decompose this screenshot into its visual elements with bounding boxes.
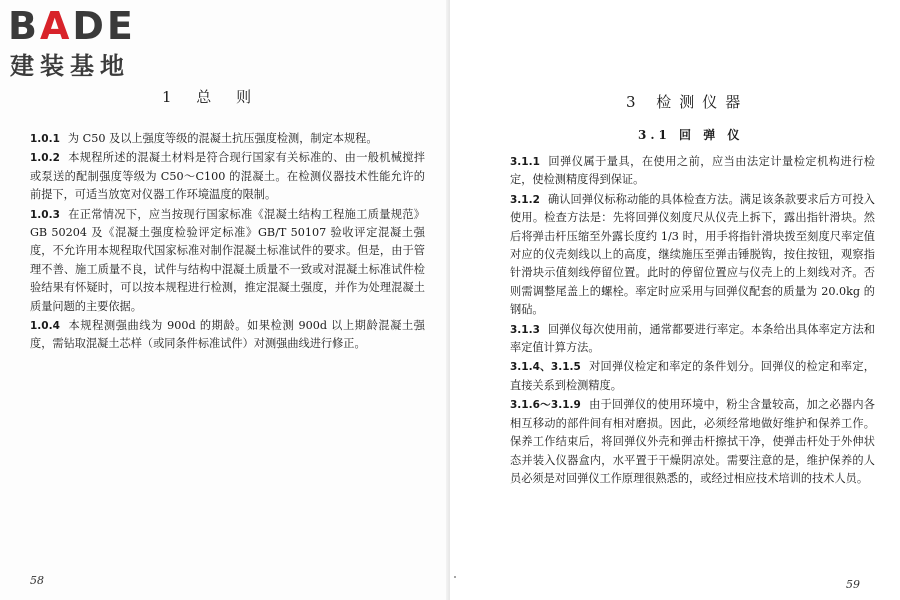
clause-number: 3.1.6～3.1.9 bbox=[510, 399, 581, 412]
clause-number: 1.0.1 bbox=[30, 133, 60, 145]
clause-number: 3.1.3 bbox=[510, 323, 540, 336]
clause-paragraph bbox=[30, 149, 425, 204]
right-body-text bbox=[510, 153, 875, 489]
clause-text: 确认回弹仪标称动能的具体检查方法。满足该条款要求后方可投入使用。检查方法是：先将回弹仪刻度尺从仪壳上拆下，露出指针滑块。然后将弹击杆压缩至外露长度约 1/3 时，用手将指针滑块拨至刻度尺率定值对应的仪壳刻线以上的高度，继续施压至弹击锤脱钩，按住按钮，观察指针滑块示值刻线停留位置。此时的停留位置应与仪壳上的上刻线对齐。否则需调整尾盖上的螺栓。率定时应采用与回弹仪配套的质量为 20.0kg 的钢砧。 bbox=[510, 192, 875, 317]
logo-wordmark: BADE bbox=[8, 4, 136, 48]
clause-number: 1.0.2 bbox=[30, 152, 60, 165]
clause-text: 对回弹仪检定和率定的条件划分。回弹仪的检定和率定，直接关系到检测精度。 bbox=[510, 360, 875, 392]
clause-text: 为 C50 及以上强度等级的混凝土抗压强度检测，制定本规程。 bbox=[67, 132, 378, 145]
clause-paragraph bbox=[510, 153, 875, 190]
clause-text: 本规程测强曲线为 900d 的期龄。如果检测 900d 以上期龄混凝土强度，需钻取混凝土芯样（或同条件标准试件）对测强曲线进行修正。 bbox=[30, 319, 425, 351]
clause-text: 回弹仪每次使用前，通常都要进行率定。本条给出具体率定方法和率定值计算方法。 bbox=[510, 322, 875, 355]
chapter-title-general: 1 总 则 bbox=[162, 88, 262, 106]
section-title-rebound-hammer: 3.1 回 弹 仪 bbox=[638, 128, 744, 142]
clause-paragraph bbox=[30, 206, 425, 316]
clause-paragraph bbox=[30, 317, 425, 354]
clause-paragraph bbox=[510, 321, 875, 358]
clause-number: 3.1.1 bbox=[510, 156, 540, 168]
logo-subtitle: 建装基地 bbox=[10, 52, 130, 80]
page-number-right: 59 bbox=[846, 578, 860, 591]
clause-text: 回弹仪属于量具，在使用之前，应当由法定计量检定机构进行检定，使检测精度得到保证。 bbox=[510, 155, 875, 187]
clause-text: 在正常情况下，应当按现行国家标准《混凝土结构工程施工质量规范》GB 50204 及《混凝土强度检验评定标准》GB/T 50107 验收评定混凝土强度，不允许用本规程取代国家标准对制作混凝土标准试件的要求。但是，由于管理不善、施工质量不良，试件与结构中混凝土质量不一致或对混凝土标准试件检验结果有怀疑时，可以按本规程进行检测，推定混凝土强度，并作为处理混凝土质量问题的主要依据。 bbox=[30, 207, 425, 313]
scan-speck bbox=[454, 576, 456, 578]
clause-text: 由于回弹仪的使用环境中，粉尘含量较高，加之必器内各相互移动的部件间有相对磨损。因此，必须经常地做好维护和保养工作。保养工作结束后，将回弹仪外壳和弹击杆擦拭干净，使弹击杆处于外伸状态并装入仪器盒内，水平置于干燥阴凉处。需要注意的是，维护保养的人员必须是对回弹仪工作原理很熟悉的，或经过相应技术培训的技术人员。 bbox=[510, 398, 875, 485]
clause-number: 3.1.2 bbox=[510, 193, 540, 206]
bade-logo bbox=[8, 4, 178, 84]
clause-number: 1.0.4 bbox=[30, 320, 60, 333]
chapter-title-instruments: 3 检测仪器 bbox=[626, 93, 749, 111]
clause-paragraph bbox=[510, 396, 875, 488]
clause-number: 3.1.4、3.1.5 bbox=[510, 361, 581, 374]
clause-paragraph bbox=[510, 358, 875, 395]
clause-paragraph bbox=[30, 130, 425, 148]
clause-text: 本规程所述的混凝土材料是符合现行国家有关标准的、由一般机械搅拌或泵送的配制强度等级为 C50～C100 的混凝土。在检测仪器技术性能允许的前提下，可适当放宽对仪器工作环境温度的限制。 bbox=[30, 151, 425, 202]
clause-number: 1.0.3 bbox=[30, 208, 60, 221]
page-number-left: 58 bbox=[30, 574, 44, 587]
clause-paragraph bbox=[510, 191, 875, 320]
left-body-text bbox=[30, 130, 425, 355]
